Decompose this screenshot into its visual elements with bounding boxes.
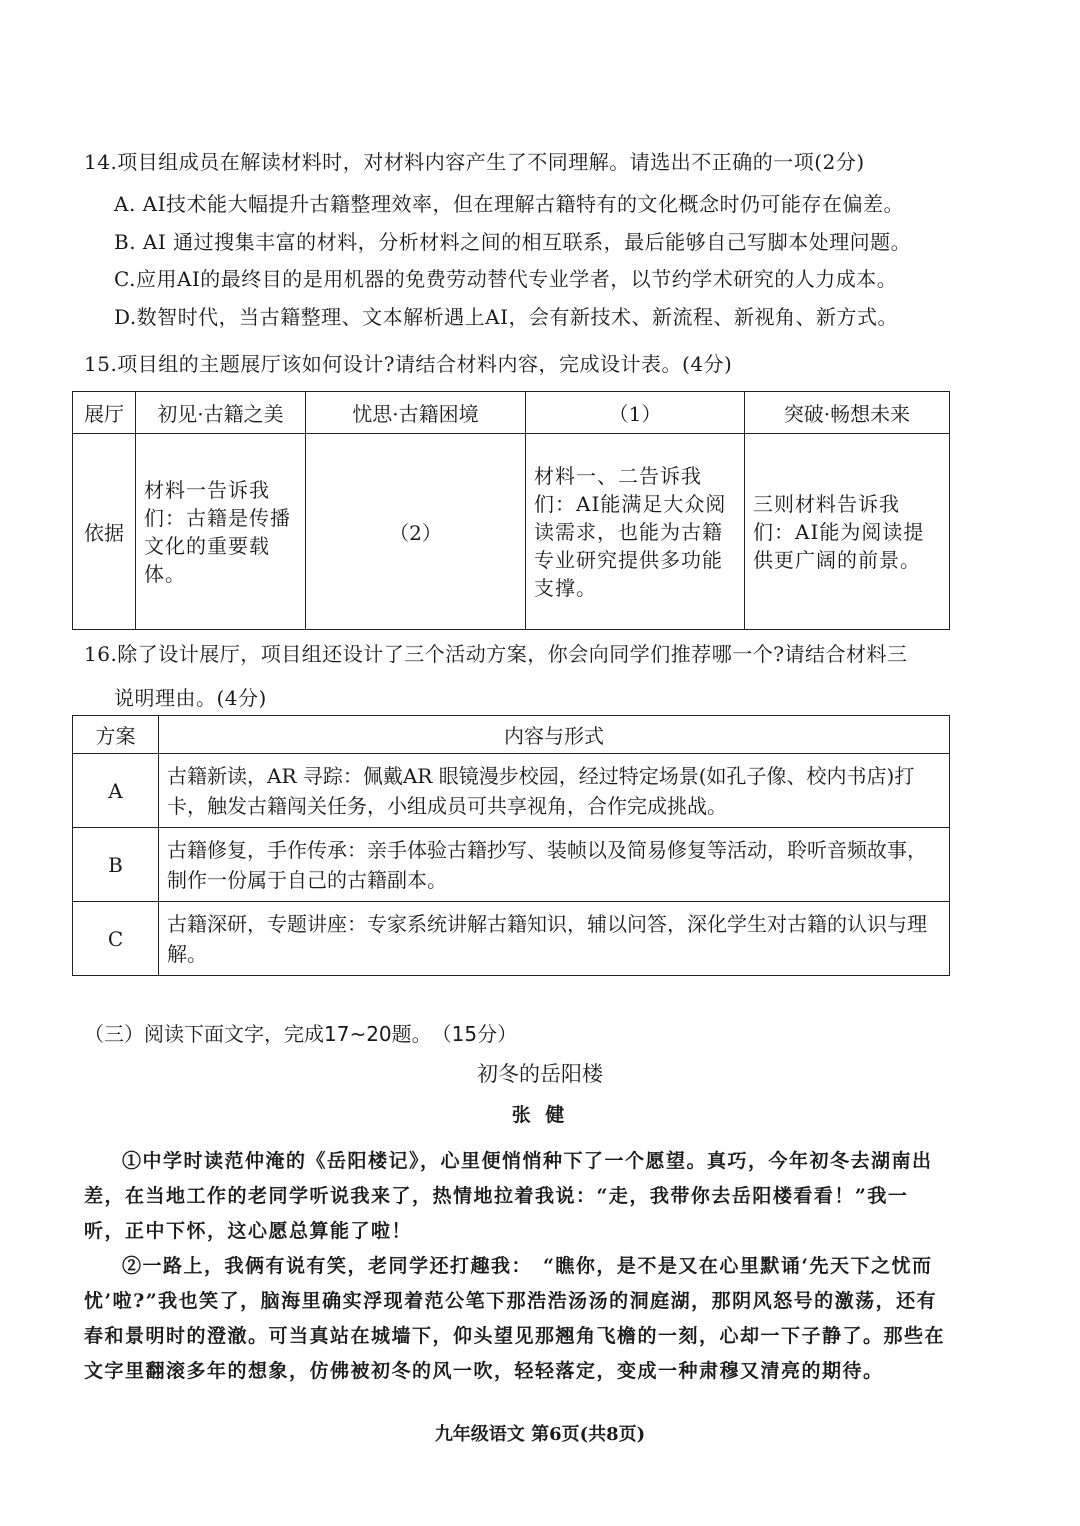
- section3-heading: （三）阅读下面文字，完成17~20题。 （15分）: [84, 1022, 518, 1046]
- q16-content-a: 古籍新读，AR 寻踪：佩戴AR 眼镜漫步校园，经过特定场景(如孔子像、校内书店)打卡，触发古籍闯关任务，小组成员可共享视角，合作完成挑战。: [159, 754, 950, 828]
- q16-plan-table: [72, 715, 950, 976]
- q16-plan-c: C: [73, 902, 159, 976]
- article-author: 张 健: [511, 1104, 569, 1126]
- q15-header-hall: 展厅: [73, 392, 136, 434]
- q15-stem: 15.项目组的主题展厅该如何设计?请结合材料内容，完成设计表。(4分): [84, 352, 733, 376]
- q15-header-worry: 忧思·古籍困境: [306, 392, 526, 434]
- q16-stem-line1: 16.除了设计展厅，项目组还设计了三个活动方案，你会向同学们推荐哪一个?请结合材料三: [84, 642, 908, 666]
- q16-content-c: 古籍深研，专题讲座：专家系统讲解古籍知识，辅以问答，深化学生对古籍的认识与理解。: [159, 902, 950, 976]
- q16-stem-line2: 说明理由。(4分): [114, 686, 267, 710]
- q16-header-plan: 方案: [73, 716, 159, 754]
- q16-header-content: 内容与形式: [159, 716, 950, 754]
- q15-cell-beauty: 材料一告诉我们：古籍是传播文化的重要载体。: [136, 434, 306, 630]
- q14-option-b: B. AI 通过搜集丰富的材料，分析材料之间的相互联系，最后能够自己写脚本处理问题。: [114, 230, 912, 254]
- article-title: 初冬的岳阳楼: [477, 1062, 603, 1086]
- table-row: [73, 754, 950, 828]
- q15-row-label: 依据: [73, 434, 136, 630]
- table-row: [73, 828, 950, 902]
- q15-cell-material: 材料一、二告诉我们：AI能满足大众阅读需求，也能为古籍专业研究提供多功能支撑。: [526, 434, 745, 630]
- q14-option-a: A. AI技术能大幅提升古籍整理效率，但在理解古籍特有的文化概念时仍可能存在偏差。: [114, 192, 905, 216]
- q15-header-beauty: 初见·古籍之美: [136, 392, 306, 434]
- q14-option-d: D.数智时代，当古籍整理、文本解析遇上AI，会有新技术、新流程、新视角、新方式。: [114, 305, 899, 329]
- page-footer: 九年级语文 第6页(共8页): [434, 1424, 646, 1445]
- q15-header-blank-1: （1）: [526, 392, 745, 434]
- table-row: [73, 902, 950, 976]
- q16-plan-a: A: [73, 754, 159, 828]
- q14-stem: 14.项目组成员在解读材料时，对材料内容产生了不同理解。请选出不正确的一项(2分): [84, 150, 865, 174]
- article-paragraph-2: ②一路上，我俩有说有笑，老同学还打趣我： “瞧你，是不是又在心里默诵‘先天下之忧而忧’啦?”我也笑了，脑海里确实浮现着范公笔下那浩浩汤汤的洞庭湖，那阴风怒号的激荡，还有春和景明时的澄澈。可当真站在城墙下，仰头望见那翘角飞檐的一刻，心却一下子静了。那些在文字里翻滚多年的想象，仿佛被初冬的风一吹，轻轻落定，变成一种肃穆又清亮的期待。: [84, 1255, 946, 1382]
- q16-plan-b: B: [73, 828, 159, 902]
- q15-header-future: 突破·畅想未来: [745, 392, 950, 434]
- q15-design-table: [72, 391, 950, 630]
- q15-cell-future: 三则材料告诉我们：AI能为阅读提供更广阔的前景。: [745, 434, 950, 630]
- q14-option-c: C.应用AI的最终目的是用机器的免费劳动替代专业学者，以节约学术研究的人力成本。: [114, 267, 898, 291]
- q15-cell-blank-2: （2）: [306, 434, 526, 630]
- q16-content-b: 古籍修复，手作传承：亲手体验古籍抄写、装帧以及简易修复等活动，聆听音频故事，制作一份属于自己的古籍副本。: [159, 828, 950, 902]
- article-paragraph-1: ①中学时读范仲淹的《岳阳楼记》，心里便悄悄种下了一个愿望。真巧，今年初冬去湖南出差，在当地工作的老同学听说我来了，热情地拉着我说：“走，我带你去岳阳楼看看！”我一听，正中下怀，这心愿总算能了啦！: [84, 1150, 933, 1242]
